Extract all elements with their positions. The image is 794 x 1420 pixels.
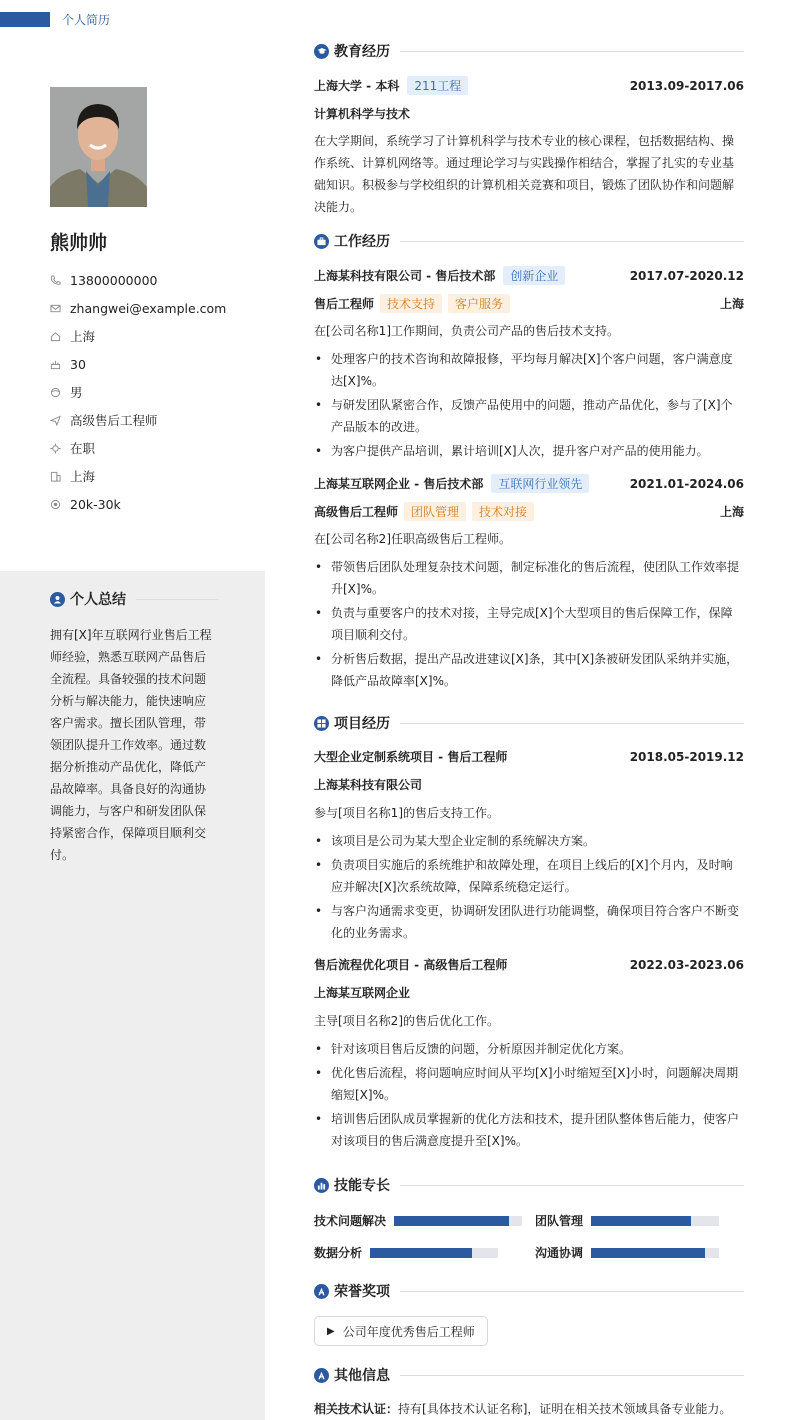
education-tag: 211工程 (407, 76, 468, 95)
profile-photo (50, 87, 147, 207)
projects-header (314, 713, 744, 733)
project-2-date: 2022.03-2023.06 (629, 957, 744, 972)
skill-bar (591, 1216, 719, 1226)
award-icon (314, 1284, 329, 1299)
info-status (50, 434, 260, 462)
skill-bar (394, 1216, 522, 1226)
education-school: 上海大学 - 本科 (314, 79, 400, 93)
header-accent-bar (0, 12, 50, 27)
list-item: • 与客户沟通需求变更，协调研发团队进行功能调整，确保项目符合客户不断变化的业务需求。 (314, 900, 744, 944)
job-2-date: 2021.01-2024.06 (629, 476, 744, 491)
education-desc: 在大学期间，系统学习了计算机科学与技术专业的核心课程，包括数据结构、操作系统、计算机网络等。通过理论学习与实践操作相结合，掌握了扎实的专业基础知识。积极参与学校组织的计算机相关竞赛和项目，锻炼了团队协作和问题解决能力。 (314, 134, 735, 214)
job-2-row (314, 474, 744, 493)
phone-icon (50, 275, 70, 286)
building-icon (50, 471, 70, 482)
skills-header (314, 1175, 744, 1195)
skill-bar (370, 1248, 498, 1258)
header-label: 个人简历 (62, 13, 111, 27)
skill-label: 沟通协调 (535, 1246, 584, 1260)
list-item: • 带领售后团队处理复杂技术问题，制定标准化的售后流程，使团队工作效率提升[X]%。 (314, 556, 744, 600)
education-major-row (314, 105, 744, 122)
job-2-bullets (314, 556, 744, 694)
skill-label: 团队管理 (535, 1214, 584, 1228)
project-2-name: 售后流程优化项目 - 高级售后工程师 (314, 958, 508, 972)
skill-item (314, 1212, 522, 1229)
list-item: • 处理客户的技术咨询和故障报修，平均每月解决[X]个客户问题，客户满意度达[X]%。 (314, 348, 744, 392)
other-info-row (314, 1400, 731, 1417)
education-date: 2013.09-2017.06 (629, 78, 744, 93)
info-city-text: 上海 (70, 469, 96, 484)
award-item (314, 1316, 488, 1346)
education-row (314, 76, 744, 95)
other-title: 其他信息 (334, 1368, 390, 1384)
other-divider (400, 1375, 744, 1376)
info-city (50, 462, 260, 490)
skill-item (535, 1244, 719, 1261)
info-email (50, 294, 260, 322)
project-1-bullets (314, 830, 744, 946)
job-2-skill-tag: 团队管理 (404, 502, 466, 521)
work-header (314, 231, 744, 251)
send-icon (50, 415, 70, 426)
job-1-role-row (314, 294, 744, 313)
job-1-company: 上海某科技有限公司 - 售后技术部 (314, 269, 496, 283)
play-triangle-icon: ▶ (327, 1325, 335, 1337)
skills-title: 技能专长 (334, 1178, 390, 1194)
info-gender-text: 男 (70, 385, 83, 400)
info-age (50, 350, 260, 378)
education-header (314, 41, 744, 61)
list-item: • 负责项目实施后的系统维护和故障处理，在项目上线后的[X]个月内，及时响应并解决[X]次系统故障，保障系统稳定运行。 (314, 854, 744, 898)
projects-title: 项目经历 (334, 716, 390, 732)
projects-divider (400, 723, 744, 724)
job-1-intro: 在[公司名称1]工作期间，负责公司产品的售后技术支持。 (314, 324, 620, 338)
summary-header (50, 589, 218, 609)
job-2-city: 上海 (719, 505, 744, 519)
other-label: 相关技术认证： (314, 1402, 399, 1416)
list-item: • 优化售后流程，将问题响应时间从平均[X]小时缩短至[X]小时，问题解决周期缩短[X]%。 (314, 1062, 744, 1106)
salary-icon (50, 499, 70, 510)
skill-item (535, 1212, 719, 1229)
skill-label: 技术问题解决 (314, 1214, 387, 1228)
contact-info-list (50, 266, 260, 518)
skill-item (314, 1244, 498, 1261)
summary-divider (136, 599, 218, 600)
project-1-org-row (314, 776, 744, 793)
info-location (50, 322, 260, 350)
work-divider (400, 241, 744, 242)
other-text: 持有[具体技术认证名称]，证明在相关技术领域具备专业能力。 (398, 1402, 732, 1416)
award-label: 公司年度优秀售后工程师 (342, 1324, 475, 1339)
user-icon (50, 592, 65, 607)
job-2-skill-tag: 技术对接 (472, 502, 534, 521)
list-item: • 该项目是公司为某大型企业定制的系统解决方案。 (314, 830, 744, 852)
list-item: • 与研发团队紧密合作，反馈产品使用中的问题，推动产品优化，参与了[X]个产品版本的改进。 (314, 394, 744, 438)
summary-title: 个人总结 (70, 592, 126, 608)
info-age-text: 30 (70, 356, 86, 372)
info-email-text: zhangwei@example.com (70, 300, 227, 316)
job-2-tag: 互联网行业领先 (491, 474, 589, 493)
skills-divider (400, 1185, 744, 1186)
list-item: • 分析售后数据，提出产品改进建议[X]条，其中[X]条被研发团队采纳并实施，降低产品故障率[X]%。 (314, 648, 744, 692)
job-1-bullets (314, 348, 744, 464)
list-item: • 培训售后团队成员掌握新的优化方法和技术，提升团队整体售后能力，使客户对该项目的售后满意度提升至[X]%。 (314, 1108, 744, 1152)
info-phone-text: 13800000000 (70, 272, 158, 288)
skill-bar-fill (394, 1216, 509, 1226)
summary-text: 拥有[X]年互联网行业售后工程师经验，熟悉互联网产品售后全流程。具备较强的技术问题分析与解决能力，能快速响应客户需求。擅长团队管理，带领团队提升工作效率。通过数据分析推动产品优化，降低产品故障率。具备良好的沟通协调能力，与客户和研发团队保持紧密合作，保障项目顺利交付。 (50, 628, 212, 862)
work-title: 工作经历 (334, 234, 390, 250)
awards-header (314, 1281, 744, 1301)
skill-bar-fill (591, 1216, 691, 1226)
job-1-tag: 创新企业 (503, 266, 565, 285)
info-icon (314, 1368, 329, 1383)
home-icon (50, 331, 70, 342)
other-header (314, 1365, 744, 1385)
graduation-cap-icon (314, 44, 329, 59)
list-item: • 负责与重要客户的技术对接，主导完成[X]个大型项目的售后保障工作，保障项目顺利交付。 (314, 602, 744, 646)
job-1-city: 上海 (719, 297, 744, 311)
info-gender (50, 378, 260, 406)
skill-bar-fill (370, 1248, 472, 1258)
info-position-text: 高级售后工程师 (70, 413, 158, 428)
project-1-date: 2018.05-2019.12 (629, 749, 744, 764)
job-2-company: 上海某互联网企业 - 售后技术部 (314, 477, 484, 491)
skill-label: 数据分析 (314, 1246, 363, 1260)
skill-bar (591, 1248, 719, 1258)
education-divider (400, 51, 744, 52)
project-2-row (314, 956, 744, 973)
list-item: • 针对该项目售后反馈的问题，分析原因并制定优化方案。 (314, 1038, 744, 1060)
job-1-row (314, 266, 744, 285)
awards-divider (400, 1291, 744, 1292)
gender-icon (50, 387, 70, 398)
project-2-org: 上海某互联网企业 (314, 986, 411, 1000)
job-1-skill-tag: 客户服务 (448, 294, 510, 313)
bar-chart-icon (314, 1178, 329, 1193)
project-1-name: 大型企业定制系统项目 - 售后工程师 (314, 750, 508, 764)
cake-icon (50, 359, 70, 370)
project-2-bullets (314, 1038, 744, 1154)
job-2-role: 高级售后工程师 (314, 505, 399, 519)
info-phone (50, 266, 260, 294)
job-2-intro: 在[公司名称2]任职高级售后工程师。 (314, 532, 511, 546)
grid-icon (314, 716, 329, 731)
mail-icon (50, 303, 70, 314)
briefcase-icon (314, 234, 329, 249)
profile-name: 熊帅帅 (50, 232, 108, 254)
education-major: 计算机科学与技术 (314, 107, 411, 121)
skill-bar-fill (591, 1248, 705, 1258)
education-title: 教育经历 (334, 44, 390, 60)
project-1-intro: 参与[项目名称1]的售后支持工作。 (314, 806, 499, 820)
info-salary-text: 20k-30k (70, 496, 121, 512)
project-2-org-row (314, 984, 744, 1001)
info-salary (50, 490, 260, 518)
project-1-org: 上海某科技有限公司 (314, 778, 423, 792)
awards-title: 荣誉奖项 (334, 1284, 390, 1300)
info-position (50, 406, 260, 434)
info-location-text: 上海 (70, 329, 96, 344)
job-1-skill-tag: 技术支持 (380, 294, 442, 313)
status-icon (50, 443, 70, 454)
job-1-role: 售后工程师 (314, 297, 375, 311)
list-item: • 为客户提供产品培训，累计培训[X]人次，提升客户对产品的使用能力。 (314, 440, 744, 462)
job-1-date: 2017.07-2020.12 (629, 268, 744, 283)
project-2-intro: 主导[项目名称2]的售后优化工作。 (314, 1014, 499, 1028)
project-1-row (314, 748, 744, 765)
info-status-text: 在职 (70, 441, 96, 456)
job-2-role-row (314, 502, 744, 521)
